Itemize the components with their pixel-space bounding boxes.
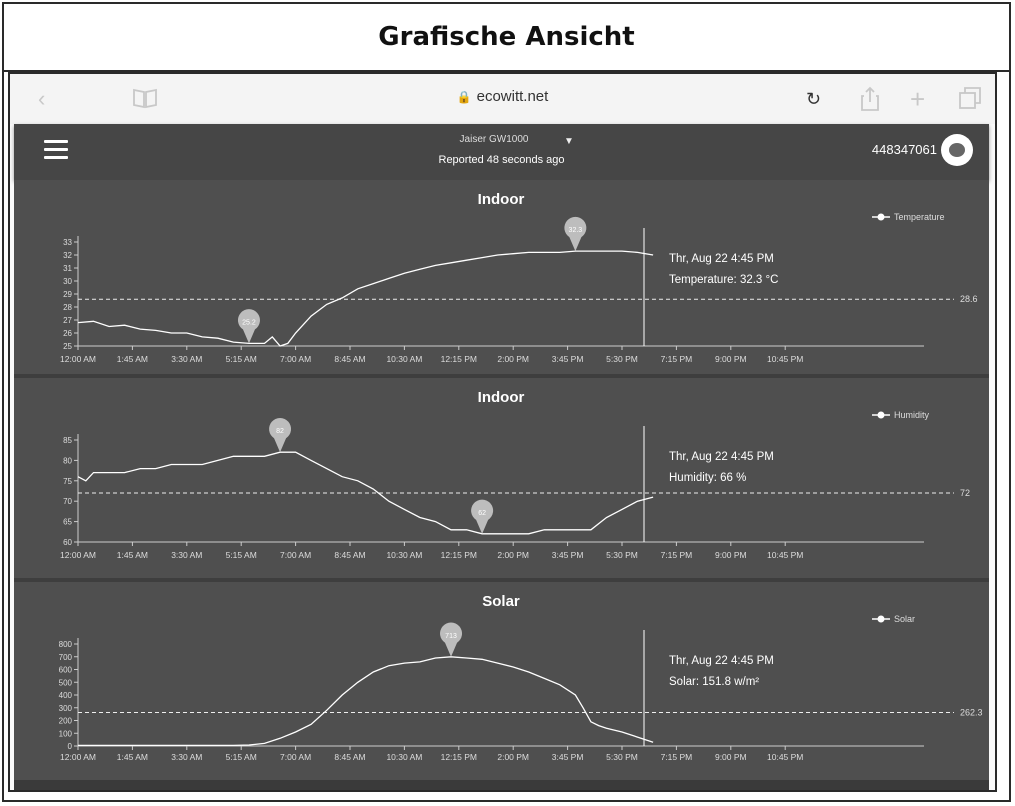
x-tick-label: 8:45 AM (334, 752, 366, 762)
x-tick-label: 7:15 PM (660, 354, 693, 364)
tooltip-value: Humidity: 66 % (669, 472, 747, 484)
reported-status: Reported 48 seconds ago (438, 154, 565, 166)
x-tick-label: 2:00 PM (497, 752, 530, 762)
temperature-chart (14, 180, 989, 374)
x-tick-label: 3:45 PM (551, 752, 584, 762)
humidity-chart (14, 378, 989, 578)
x-tick-label: 10:45 PM (767, 752, 804, 762)
x-tick-label: 8:45 AM (334, 550, 366, 560)
x-tick-label: 7:00 AM (280, 354, 312, 364)
x-tick-label: 10:30 AM (386, 354, 423, 364)
max-marker-label: 713 (445, 632, 457, 640)
max-marker-label: 82 (276, 428, 284, 436)
reload-icon[interactable]: ↻ (806, 89, 822, 109)
min-marker-label: 25.2 (242, 319, 256, 327)
y-tick-label: 33 (63, 238, 72, 247)
x-tick-label: 5:30 PM (606, 354, 638, 364)
x-tick-label: 3:30 AM (171, 752, 203, 762)
x-tick-label: 5:30 PM (606, 550, 638, 560)
tooltip-date: Thr, Aug 22 4:45 PM (669, 253, 774, 265)
avatar[interactable] (941, 134, 973, 166)
reference-label: 28.6 (960, 294, 978, 305)
x-tick-label: 9:00 PM (714, 752, 747, 762)
chart-title: Indoor (477, 191, 525, 208)
x-tick-label: 10:30 AM (386, 550, 423, 560)
x-tick-label: 3:30 AM (171, 550, 203, 560)
figure-title-bar (4, 4, 1009, 72)
min-marker (238, 309, 260, 343)
max-marker (564, 217, 586, 251)
x-tick-label: 5:15 AM (225, 752, 257, 762)
tooltip-value: Solar: 151.8 w/m² (669, 676, 760, 688)
solar-chart (14, 582, 989, 780)
y-tick-label: 27 (63, 316, 72, 325)
tabs-icon[interactable] (958, 86, 982, 116)
x-tick-label: 1:45 AM (116, 550, 148, 560)
station-selector[interactable] (394, 134, 594, 145)
max-marker (269, 418, 291, 452)
y-tick-label: 700 (58, 652, 72, 662)
y-tick-label: 65 (63, 517, 72, 527)
x-tick-label: 1:45 AM (116, 354, 148, 364)
x-tick-label: 3:30 AM (171, 354, 203, 364)
chart-panel-temperature (14, 180, 989, 374)
account-id[interactable]: 448347061 (871, 142, 937, 157)
chart-panel-humidity (14, 378, 989, 578)
y-tick-label: 75 (63, 476, 72, 486)
x-tick-label: 9:00 PM (714, 550, 747, 560)
tooltip-date: Thr, Aug 22 4:45 PM (669, 655, 774, 667)
legend-marker (878, 412, 885, 419)
y-tick-label: 29 (63, 290, 72, 299)
tooltip-date: Thr, Aug 22 4:45 PM (669, 451, 774, 463)
x-tick-label: 7:15 PM (660, 550, 693, 560)
ecowitt-app (14, 124, 989, 792)
x-tick-label: 12:15 PM (440, 354, 477, 364)
y-tick-label: 80 (63, 456, 72, 466)
min-marker-label: 62 (478, 509, 487, 517)
y-tick-label: 26 (63, 329, 72, 338)
x-tick-label: 10:45 PM (767, 354, 804, 364)
y-tick-label: 31 (63, 264, 72, 273)
station-name: Jaiser GW1000 (459, 134, 529, 145)
y-tick-label: 800 (58, 640, 72, 649)
x-tick-label: 7:00 AM (280, 752, 312, 762)
series-line (78, 251, 653, 346)
x-tick-label: 7:15 PM (660, 752, 693, 762)
x-tick-label: 12:00 AM (60, 752, 96, 762)
legend-label: Humidity (894, 410, 930, 420)
x-tick-label: 10:30 AM (386, 752, 423, 762)
chart-title: Solar (482, 593, 520, 610)
y-tick-label: 300 (58, 703, 72, 713)
x-tick-label: 5:30 PM (606, 752, 638, 762)
chart-panel-solar (14, 582, 989, 780)
panel-divider (14, 780, 989, 792)
reference-label: 262.3 (960, 707, 983, 718)
legend-marker (878, 214, 885, 221)
x-tick-label: 5:15 AM (225, 550, 257, 560)
x-tick-label: 12:15 PM (440, 752, 477, 762)
x-tick-label: 12:15 PM (440, 550, 477, 560)
y-tick-label: 32 (63, 251, 72, 260)
x-tick-label: 2:00 PM (497, 550, 530, 560)
app-header (14, 124, 989, 180)
address-bar[interactable] (10, 88, 995, 105)
y-tick-label: 500 (58, 678, 72, 688)
y-tick-label: 70 (63, 497, 72, 507)
x-tick-label: 3:45 PM (551, 354, 584, 364)
max-marker-label: 32.3 (568, 227, 583, 235)
page-title: Grafische Ansicht (378, 22, 635, 52)
y-tick-label: 85 (63, 436, 72, 445)
tooltip-value: Temperature: 32.3 °C (669, 274, 779, 286)
share-icon[interactable] (860, 86, 880, 118)
x-tick-label: 2:00 PM (497, 354, 530, 364)
x-tick-label: 10:45 PM (767, 550, 804, 560)
x-tick-label: 7:00 AM (280, 550, 312, 560)
min-marker (471, 500, 493, 534)
x-tick-label: 12:00 AM (60, 550, 96, 560)
y-tick-label: 60 (63, 538, 72, 547)
y-tick-label: 0 (67, 742, 72, 751)
chart-title: Indoor (477, 389, 525, 406)
reference-label: 72 (960, 488, 971, 499)
y-tick-label: 200 (58, 716, 72, 726)
y-tick-label: 600 (58, 665, 72, 675)
y-tick-label: 30 (63, 277, 72, 286)
series-line (78, 657, 653, 746)
x-tick-label: 9:00 PM (714, 354, 747, 364)
x-tick-label: 8:45 AM (334, 354, 366, 364)
x-tick-label: 1:45 AM (116, 752, 148, 762)
browser-toolbar (10, 74, 995, 124)
y-tick-label: 400 (58, 691, 72, 700)
chevron-down-icon: ▼ (564, 136, 574, 147)
legend-marker (878, 616, 885, 623)
x-tick-label: 3:45 PM (551, 550, 584, 560)
y-tick-label: 100 (58, 729, 72, 739)
lock-icon: 🔒 (456, 90, 472, 104)
x-tick-label: 5:15 AM (225, 354, 257, 364)
y-tick-label: 28 (63, 303, 72, 312)
x-tick-label: 12:00 AM (60, 354, 96, 364)
browser-window (8, 72, 997, 792)
legend-label: Temperature (894, 212, 945, 222)
add-tab-icon[interactable]: + (910, 84, 926, 114)
max-marker (440, 623, 462, 657)
y-tick-label: 25 (63, 342, 72, 351)
back-icon[interactable]: ‹ (38, 86, 46, 111)
url-text: ecowitt.net (476, 88, 549, 105)
legend-label: Solar (894, 614, 916, 624)
